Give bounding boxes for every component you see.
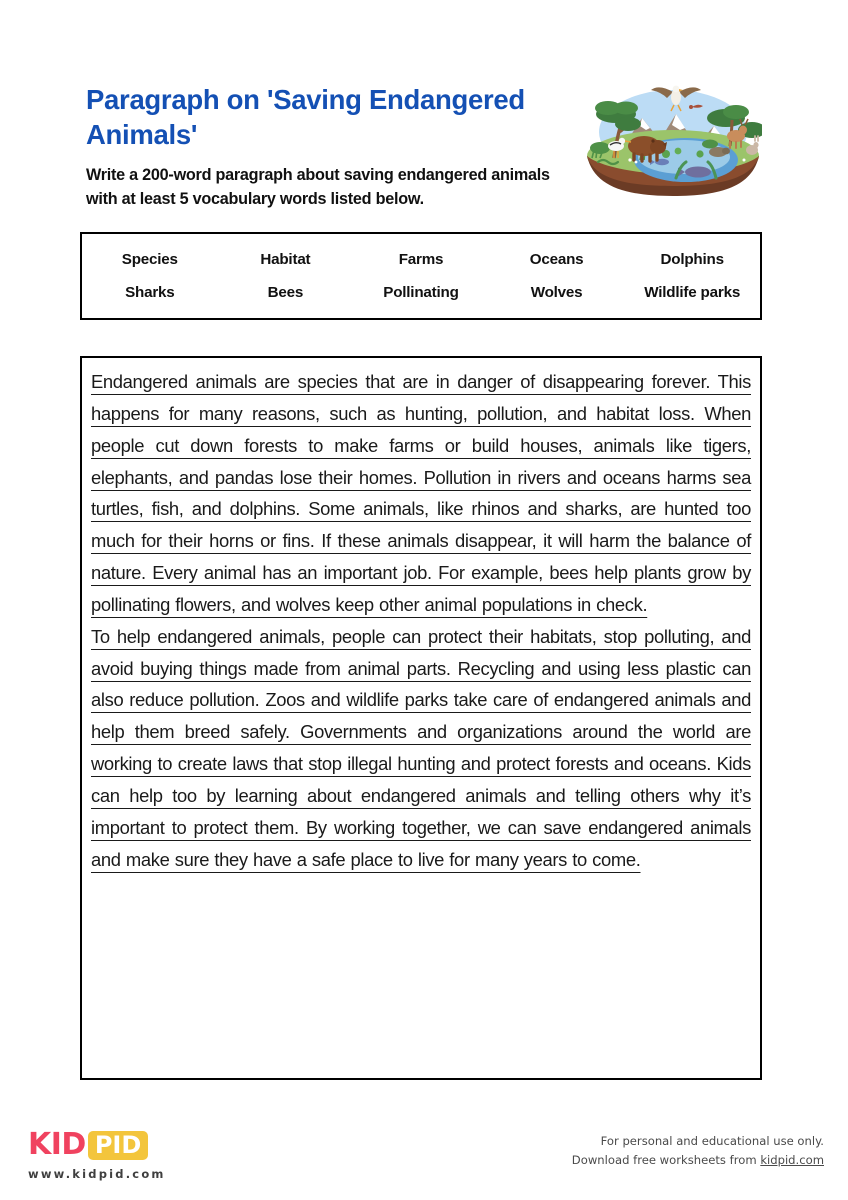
vocabulary-word: Bees — [267, 284, 304, 301]
logo-wordmark — [28, 1127, 148, 1162]
vocabulary-word-box — [80, 232, 762, 320]
worksheet-instructions: Write a 200-word paragraph about saving endangered animals with at least 5 vocabulary words listed below. — [86, 166, 550, 209]
logo-pid-badge: PID — [88, 1131, 148, 1160]
vocabulary-row — [82, 284, 760, 301]
answer-paragraph-1: Endangered animals are species that are in danger of disappearing forever. This happens for many reasons, such as hunting, pollution, and habitat loss. When people cut down forests to make farms or build houses, animals like tigers, elephants, and pandas lose their homes. Pollution in rivers and oceans harms sea turtles, fish, and dolphins. Some animals, like rhinos and sharks, are hunted too much for their horns or fins. If these animals disappear, it will harm the balance of nature. Every animal has an important job. For example, bees help plants grow by pollinating flowers, and wolves keep other animal populations in check. — [91, 371, 751, 615]
credit-line-usage: For personal and educational use only. — [600, 1134, 824, 1148]
vocabulary-word: Wolves — [530, 284, 583, 301]
kidpid-logo[interactable] — [28, 1127, 166, 1181]
vocabulary-row — [82, 251, 760, 268]
credit-download-prefix: Download free worksheets from — [571, 1152, 761, 1167]
answer-writing-box[interactable] — [80, 356, 762, 1080]
vocabulary-word: Habitat — [260, 251, 311, 268]
header-text-block — [86, 78, 584, 212]
logo-website-url: www.kidpid.com — [28, 1167, 166, 1181]
vocabulary-word: Farms — [398, 251, 444, 268]
logo-kid-text: KID — [28, 1127, 86, 1162]
worksheet-footer — [0, 1112, 848, 1200]
credit-line-download — [572, 1151, 824, 1170]
answer-paragraph-2: To help endangered animals, people can protect their habitats, stop polluting, and avoid buying things made from animal parts. Recycling and using less plastic can also reduce pollution. Zoos and wildlife parks take care of endangered animals and help them breed safely. Governments and organizations around the world are working to create laws that stop illegal hunting and protect forests and oceans. Kids can help too by learning about endangered animals and telling others why it’s important to protect them. By working together, we can save endangered animals and make sure they have a safe place to live for many years to come. — [91, 625, 751, 870]
kidpid-link[interactable]: kidpid.com — [760, 1152, 824, 1167]
vocabulary-word: Dolphins — [660, 251, 724, 268]
page-title: Paragraph on 'Saving Endangered Animals' — [86, 84, 525, 151]
vocabulary-word: Pollinating — [383, 284, 459, 301]
wildlife-habitat-illustration — [584, 74, 762, 196]
vocabulary-word: Sharks — [125, 284, 175, 301]
footer-credits — [572, 1132, 824, 1170]
vocabulary-word: Species — [121, 251, 178, 268]
worksheet-header — [86, 78, 762, 212]
vocabulary-word: Oceans — [529, 251, 584, 268]
vocabulary-word: Wildlife parks — [644, 284, 741, 301]
